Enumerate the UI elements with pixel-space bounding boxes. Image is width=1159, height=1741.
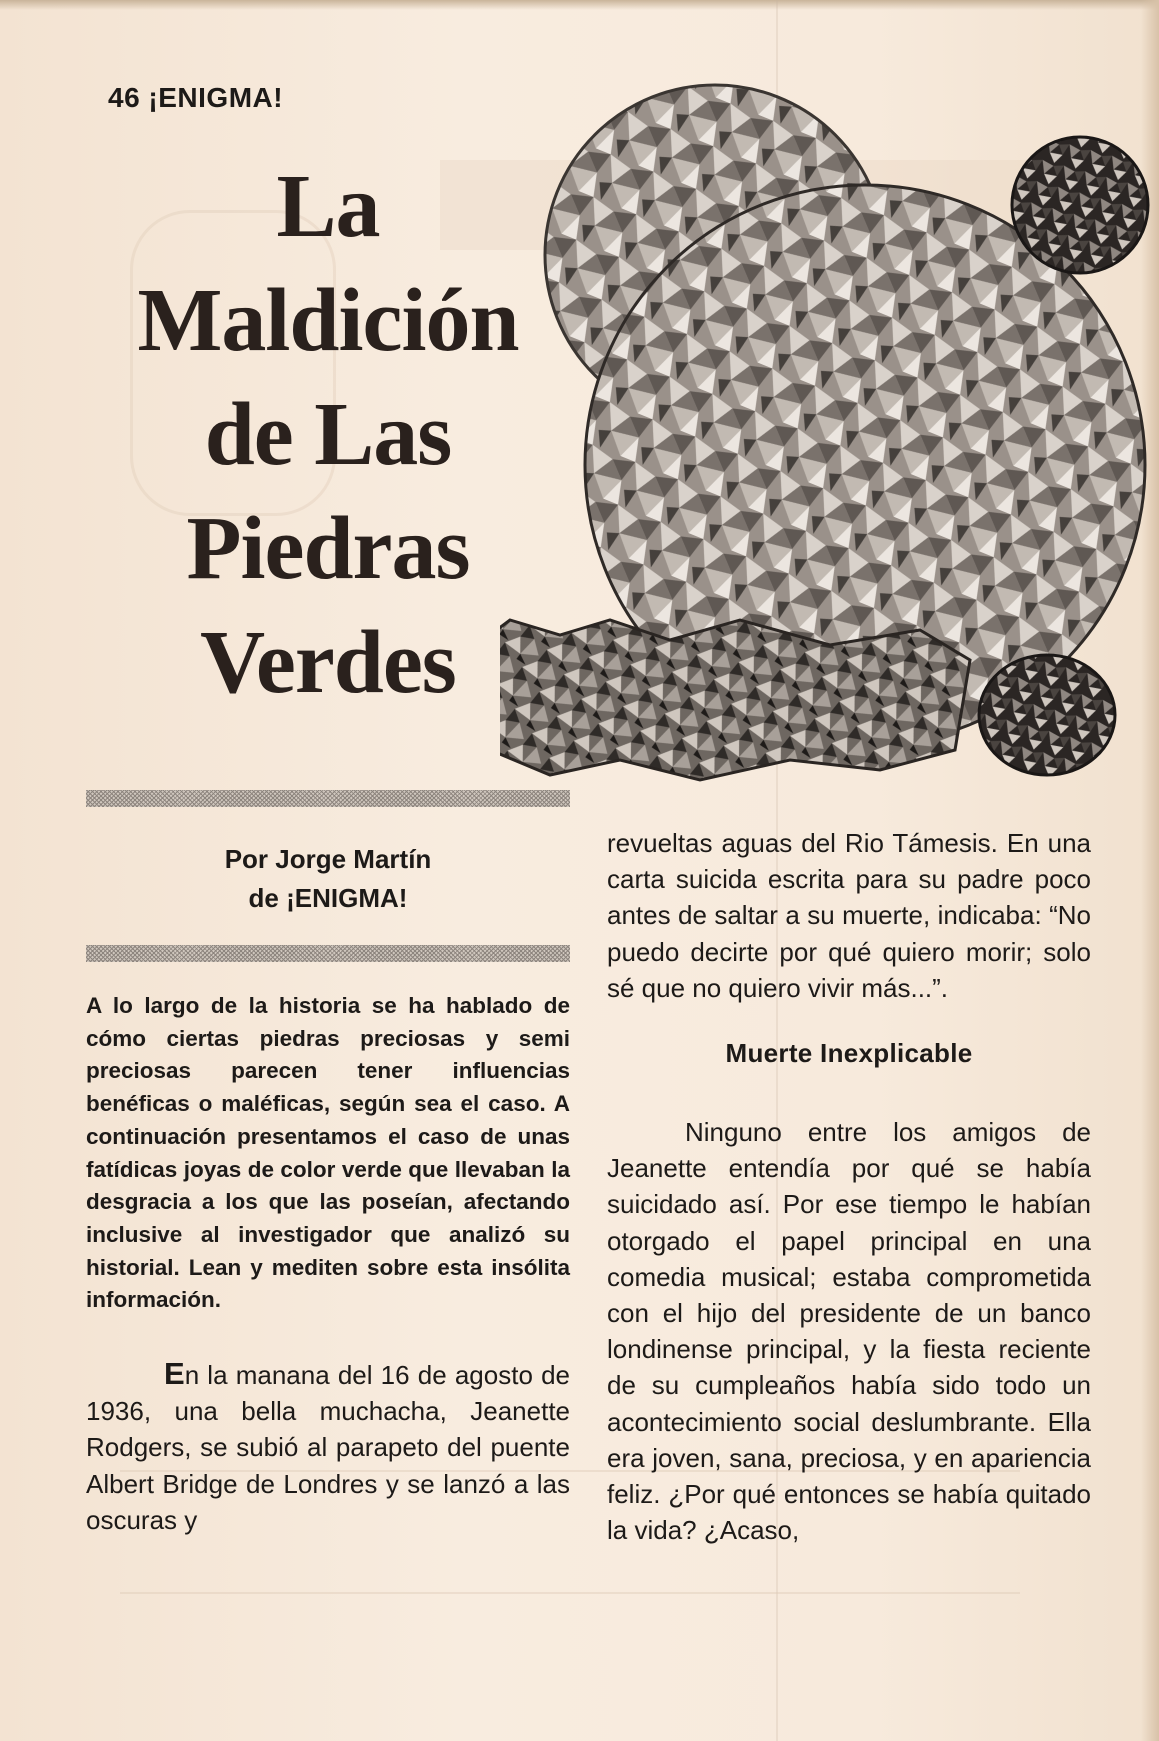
crystal-cluster	[500, 620, 970, 780]
title-line: La	[276, 157, 380, 256]
hatch-divider-top	[86, 790, 570, 807]
small-gem-bottom-right	[979, 655, 1115, 775]
body-paragraph-3: Ninguno entre los amigos de Jeanette entendía por qué se había suicidado así. Por ese tiempo le habían otorgado el papel principal en una comedia musical; estaba comprometida con el hijo del presidente de un banco londinense principal, y la fiesta reciente de su cumpleaños había sido todo un acontecimiento social deslumbrante. Ella era joven, sana, preciosa, y en apariencia feliz. ¿Por qué entonces se había quitado la vida? ¿Acaso,	[607, 1117, 1091, 1546]
drop-cap: E	[164, 1356, 185, 1392]
body-paragraph-1	[86, 1356, 570, 1538]
page-number-header: 46 ¡ENIGMA!	[108, 82, 284, 113]
byline-publication: de ¡ENIGMA!	[248, 883, 408, 913]
body-paragraph-2: revueltas aguas del Rio Támesis. En una carta suicida escrita para su padre poco antes de saltar a su muerte, indicaba: “No puedo decirte por qué quiero morir; solo sé que no quiero vivir más...”.	[607, 828, 1091, 1003]
body-paragraph-1-text: n la manana del 16 de agosto de 1936, una bella muchacha, Jeanette Rodgers, se subió al parapeto del puente Albert Bridge de Londres y se lanzó a las oscuras y	[86, 1360, 570, 1535]
title-line: de Las	[204, 385, 452, 484]
right-column	[607, 825, 1091, 1548]
small-dark-gem-top	[1012, 137, 1148, 273]
section-subheading: Muerte Inexplicable	[725, 1038, 973, 1069]
intro-paragraph: A lo largo de la historia se ha hablado de cómo ciertas piedras preciosas y semi preciosas parecen tener influencias benéficas o maléficas, según sea el caso. A continuación presentamos el caso de unas fatídicas joyas de color verde que llevaban la desgracia a los que las poseían, afectando inclusive al investigador que analizó su historial. Lean y mediten sobre esta insólita información.	[86, 993, 570, 1313]
title-line: Verdes	[200, 613, 456, 712]
title-line: Piedras	[186, 499, 470, 598]
title-line: Maldición	[137, 271, 519, 370]
article-title	[88, 150, 568, 720]
left-column	[86, 990, 570, 1538]
byline	[86, 840, 570, 918]
page-top-edge	[0, 0, 1159, 10]
hatch-divider-bottom	[86, 945, 570, 962]
gemstones-illustration	[500, 60, 1159, 820]
byline-author: Por Jorge Martín	[224, 844, 432, 874]
